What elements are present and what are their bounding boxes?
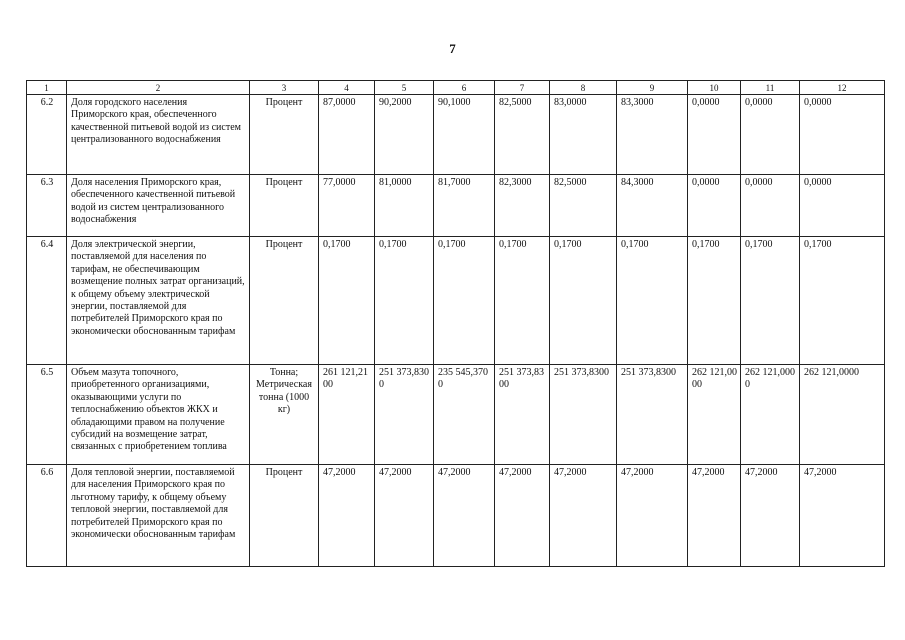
value-cell: 251 373,8300 [617,365,688,465]
value-cell: 90,1000 [434,95,495,175]
value-cell: 47,2000 [741,465,800,567]
value-cell: 0,0000 [741,175,800,237]
value-cell: 0,1700 [800,237,885,365]
indicator-description: Доля тепловой энергии, поставляемой для населения Приморского края по льготному тарифу, к общему объему тепловой энергии, поставляемой для потребителей Приморского края по экономически обоснованным тарифам [67,465,250,567]
value-cell: 83,0000 [550,95,617,175]
column-header: 7 [495,81,550,95]
unit-of-measure: Процент [250,237,319,365]
page-number: 7 [449,41,456,56]
column-header: 1 [27,81,67,95]
value-cell: 47,2000 [495,465,550,567]
value-cell: 0,1700 [375,237,434,365]
column-header: 12 [800,81,885,95]
value-cell: 0,0000 [688,95,741,175]
value-cell: 0,0000 [800,175,885,237]
column-header: 10 [688,81,741,95]
value-cell: 47,2000 [550,465,617,567]
value-cell: 0,0000 [741,95,800,175]
value-cell: 83,3000 [617,95,688,175]
column-header: 2 [67,81,250,95]
row-number: 6.4 [27,237,67,365]
column-header: 8 [550,81,617,95]
row-number: 6.3 [27,175,67,237]
value-cell: 82,5000 [495,95,550,175]
indicators-table [26,80,885,567]
row-number: 6.6 [27,465,67,567]
value-cell: 262 121,0000 [688,365,741,465]
indicator-description: Объем мазута топочного, приобретенного организациями, оказывающими услуги по теплоснабжению объектов ЖКХ и обладающими правом на получение субсидий на возмещение затрат, связанных с приобретением топлива [67,365,250,465]
column-header: 6 [434,81,495,95]
column-header: 3 [250,81,319,95]
value-cell: 262 121,0000 [741,365,800,465]
table-row [27,237,885,365]
value-cell: 0,1700 [434,237,495,365]
value-cell: 251 373,8300 [550,365,617,465]
unit-of-measure: Процент [250,95,319,175]
value-cell: 0,1700 [688,237,741,365]
value-cell: 82,5000 [550,175,617,237]
value-cell: 0,1700 [319,237,375,365]
value-cell: 47,2000 [688,465,741,567]
indicator-description: Доля населения Приморского края, обеспеченного качественной питьевой водой из систем централизованного водоснабжения [67,175,250,237]
column-header: 11 [741,81,800,95]
value-cell: 87,0000 [319,95,375,175]
value-cell: 77,0000 [319,175,375,237]
value-cell: 262 121,0000 [800,365,885,465]
value-cell: 81,7000 [434,175,495,237]
value-cell: 47,2000 [800,465,885,567]
value-cell: 47,2000 [617,465,688,567]
value-cell: 0,1700 [495,237,550,365]
value-cell: 0,1700 [617,237,688,365]
value-cell: 47,2000 [375,465,434,567]
row-number: 6.5 [27,365,67,465]
value-cell: 0,1700 [741,237,800,365]
table-row [27,465,885,567]
table-row [27,95,885,175]
column-header: 4 [319,81,375,95]
value-cell: 251 373,8300 [495,365,550,465]
value-cell: 82,3000 [495,175,550,237]
table-header-row [27,81,885,95]
indicator-description: Доля электрической энергии, поставляемой для населения по тарифам, не обеспечивающим возмещение полных затрат организаций, к общему объему электрической энергии, поставляемой для потребителей Приморского края по экономически обоснованным тарифам [67,237,250,365]
indicator-description: Доля городского населения Приморского края, обеспеченного качественной питьевой водой из систем централизованного водоснабжения [67,95,250,175]
value-cell: 90,2000 [375,95,434,175]
table-row [27,175,885,237]
unit-of-measure: Тонна; Метрическая тонна (1000 кг) [250,365,319,465]
unit-of-measure: Процент [250,175,319,237]
column-header: 9 [617,81,688,95]
value-cell: 47,2000 [319,465,375,567]
value-cell: 251 373,8300 [375,365,434,465]
row-number: 6.2 [27,95,67,175]
table-row [27,365,885,465]
value-cell: 84,3000 [617,175,688,237]
column-header: 5 [375,81,434,95]
value-cell: 0,1700 [550,237,617,365]
value-cell: 81,0000 [375,175,434,237]
value-cell: 235 545,3700 [434,365,495,465]
unit-of-measure: Процент [250,465,319,567]
value-cell: 261 121,2100 [319,365,375,465]
value-cell: 0,0000 [800,95,885,175]
value-cell: 47,2000 [434,465,495,567]
value-cell: 0,0000 [688,175,741,237]
